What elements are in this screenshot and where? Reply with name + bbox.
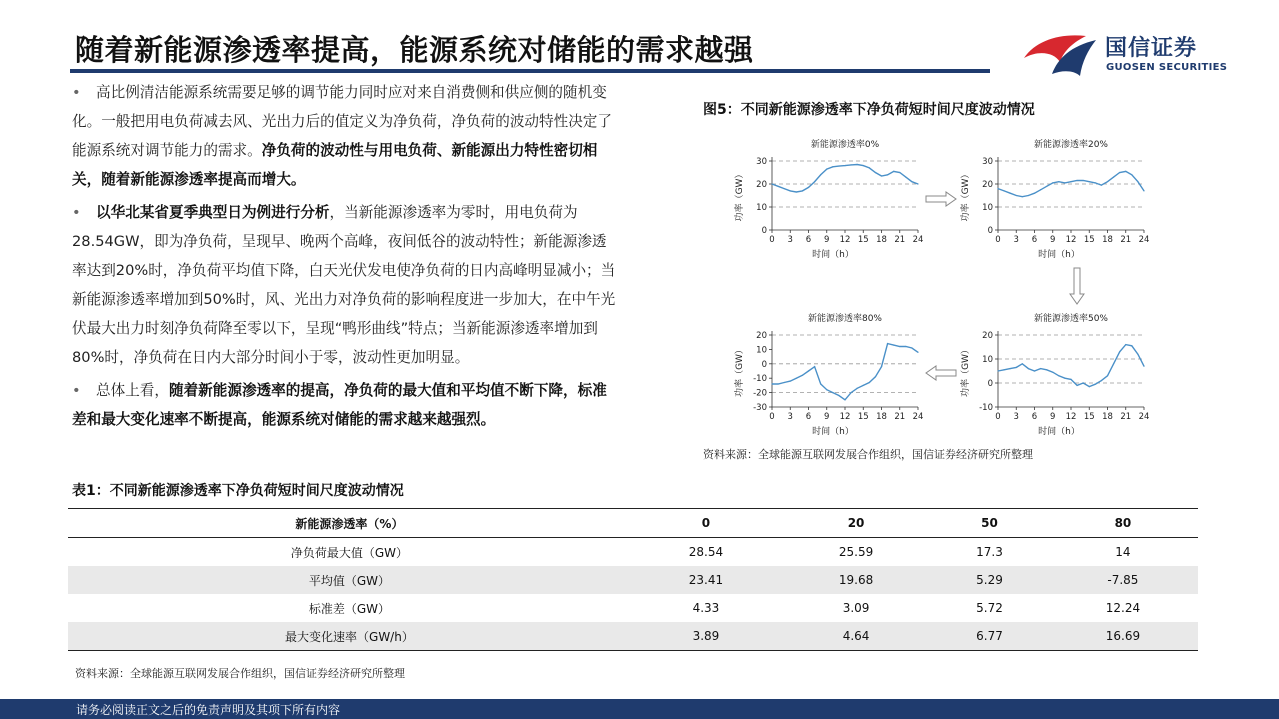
data-point [863,385,864,386]
data-point [844,399,845,400]
x-tick-label: 12 [839,412,851,422]
data-point [1028,195,1029,196]
chart-title: 新能源渗透率0% [810,140,880,150]
arrow-right-icon [926,192,956,206]
data-point [1064,182,1065,183]
y-tick-label: 10 [982,355,993,365]
x-tick-label: 24 [912,235,924,245]
table-cell: 标准差（GW） [308,601,391,616]
x-tick-label: 6 [1031,412,1038,422]
data-point [1040,189,1041,190]
table-cell: 19.68 [838,573,874,587]
data-point [1064,378,1065,379]
x-tick-label: 24 [912,412,924,422]
data-point [850,164,851,165]
x-tick-label: 0 [769,412,775,422]
chart-panel [959,312,1149,437]
x-tick-label: 9 [1050,235,1056,245]
data-point [1143,366,1144,367]
data-point [1107,181,1108,182]
x-tick-label: 3 [787,412,793,422]
data-point [899,172,900,173]
table-cell: 17.3 [976,545,1003,559]
table-cell: 5.72 [976,601,1003,615]
data-point [1076,180,1077,181]
data-point [863,165,864,166]
data-point [869,167,870,168]
data-point [826,168,827,169]
y-tick-label: 0 [987,226,993,236]
data-point [814,181,815,182]
y-axis-label: 功率（GW） [735,169,745,222]
x-tick-label: 6 [1031,235,1038,245]
x-axis-label: 时间（h） [812,427,854,437]
series-line [998,345,1144,387]
data-point [802,375,803,376]
x-tick-label: 3 [787,235,793,245]
data-point [790,190,791,191]
x-tick-label: 18 [876,412,887,422]
body-text [72,78,617,438]
bullet-dot: • [72,84,81,101]
data-point [1070,379,1071,380]
table-cell: 5.29 [976,573,1003,587]
data-point [1113,177,1114,178]
x-tick-label: 0 [995,235,1001,245]
x-tick-label: 18 [1102,235,1113,245]
table-cell: 3.89 [692,629,720,643]
bullet-paragraph [72,198,617,372]
bold-text: 净负荷的波动性与用电负荷、新能源出力特性密切相关，随着新能源渗透率提高而增大。 [72,142,598,188]
data-point [1034,370,1035,371]
table-source: 资料来源：全球能源互联网发展合作组织，国信证券经济研究所整理 [75,667,405,680]
data-point [1010,368,1011,369]
chart-panel [959,138,1149,260]
y-tick-label: 30 [756,157,767,167]
table-row [68,538,1198,567]
y-axis-label: 功率（GW） [735,345,745,397]
data-point [869,382,870,383]
data-point [1046,186,1047,187]
data-point [911,181,912,182]
y-tick-label: -20 [753,388,767,399]
bullet-dot: • [72,382,81,399]
data-point [1137,181,1138,182]
x-tick-label: 3 [1013,412,1019,422]
data-point [875,172,876,173]
table-cell: 14 [1115,545,1131,559]
y-tick-label: 20 [756,331,767,341]
data-point [784,188,785,189]
data-point [881,366,882,367]
table-header-cell: 80 [1114,516,1132,530]
table-cell: 净负荷最大值（GW） [290,545,409,560]
x-tick-label: 9 [824,412,830,422]
data-point [887,343,888,344]
y-tick-label: 20 [756,180,767,190]
data-point [1101,185,1102,186]
table-cell: 3.09 [842,601,870,615]
chart-panel [733,138,923,260]
bold-text: 以华北某省夏季典型日为例进行分析 [96,204,330,221]
table-cell: 平均值（GW） [308,573,391,588]
body-text-segment: ，当新能源渗透率为零时，用电负荷为28.54GW，即为净负荷，呈现早、晚两个高峰，夜间低谷的波动特性；新能源渗透率达到20%时，净负荷平均值下降，白天光伏发电使净负荷的日内高峰明显减小；当新能源渗透率增加到50%时，风、光出力对净负荷的影响程度进一步加大，在中午光伏最大出力时刻净负荷降至零以下，呈现“鸭形曲线”特点；当新能源渗透率增加到80%时，净负荷在日内大部分时间小于零，波动性更加明显。 [72,204,616,366]
data-point [911,347,912,348]
y-axis-label: 功率（GW） [961,169,971,222]
data-point [814,366,815,367]
chart-title: 新能源渗透率50% [1033,314,1109,324]
x-tick-label: 9 [1050,412,1056,422]
body-text-segment: 总体上看， [96,382,169,399]
bold-text: 随着新能源渗透率的提高，净负荷的最大值和平均值不断下降，标准差和最大变化速率不断提高，能源系统对储能的需求越来越强烈。 [72,382,607,428]
data-point [1089,386,1090,387]
arrow-left-icon [926,366,956,380]
data-point [1143,190,1144,191]
data-point [1022,196,1023,197]
table-header-cell: 0 [701,516,711,530]
data-point [1125,171,1126,172]
data-point [1076,385,1077,386]
body-text-segment: 高比例清洁能源系统需要足够的调节能力同时应对来自消费侧和供应侧的随机变化。一般把用电负荷减去风、光出力后的值定义为净负荷，净负荷的波动特性决定了能源系统对调节能力的需求。 [72,84,612,159]
data-point [1101,380,1102,381]
x-tick-label: 24 [1138,235,1150,245]
data-point [1095,182,1096,183]
x-tick-label: 6 [805,235,812,245]
data-point [1052,182,1053,183]
data-point [1034,193,1035,194]
x-tick-label: 18 [876,235,887,245]
series-line [772,344,918,400]
y-tick-label: 10 [756,203,767,213]
title-divider [70,69,990,73]
x-tick-label: 24 [1138,412,1150,422]
chart-panel [733,312,923,437]
data-point [887,174,888,175]
data-point [1113,363,1114,364]
data-point [1131,345,1132,346]
x-tick-label: 21 [1120,235,1132,245]
y-tick-label: 20 [982,331,993,341]
y-tick-label: 10 [756,345,767,356]
table-row [68,622,1198,651]
data-point [1022,363,1023,364]
y-tick-label: -30 [753,403,767,413]
table-cell: 最大变化速率（GW/h） [285,629,414,644]
data-point [1016,367,1017,368]
data-point [820,383,821,384]
x-tick-label: 15 [857,412,869,422]
data-point [1070,181,1071,182]
table-header-cell: 新能源渗透率（%） [295,516,404,531]
data-point [832,392,833,393]
footer-bar [0,699,1279,719]
table-cell: 6.77 [976,629,1003,643]
figure-charts [700,125,1160,445]
y-tick-label: 0 [761,359,767,370]
data-point [1010,193,1011,194]
data-point [796,378,797,379]
bullet-dot: • [72,204,81,221]
data-point [777,186,778,187]
x-tick-label: 0 [769,235,775,245]
data-point [838,395,839,396]
data-point [893,171,894,172]
data-point [838,165,839,166]
page-title: 随着新能源渗透率提高，能源系统对储能的需求越强 [75,33,754,67]
y-axis-label: 功率（GW） [961,345,971,397]
data-point [893,344,894,345]
data-point [844,165,845,166]
x-tick-label: 12 [839,235,851,245]
data-point [875,376,876,377]
data-point [1095,384,1096,385]
table-cell: 4.33 [692,601,720,615]
data-point [1016,195,1017,196]
data-point [1089,181,1090,182]
table-cell: 12.24 [1105,601,1141,615]
data-point [1058,181,1059,182]
data-point [1052,372,1053,373]
figure-source: 资料来源：全球能源互联网发展合作组织，国信证券经济研究所整理 [703,448,1033,461]
x-tick-label: 3 [1013,235,1019,245]
data-point [881,175,882,176]
data-point [796,191,797,192]
table-title: 表1：不同新能源渗透率下净负荷短时间尺度波动情况 [72,483,404,499]
data-point [905,346,906,347]
x-tick-label: 0 [995,412,1001,422]
x-tick-label: 15 [857,235,869,245]
x-tick-label: 12 [1065,235,1077,245]
y-tick-label: 0 [987,379,993,389]
x-axis-label: 时间（h） [1038,427,1080,437]
table-header-cell: 20 [847,516,865,530]
data-point [857,388,858,389]
y-tick-label: 0 [761,226,767,236]
data-point [997,370,998,371]
data-point [1131,174,1132,175]
logo-text-en: GUOSEN SECURITIES [1106,62,1228,73]
y-tick-label: -10 [979,403,993,413]
x-axis-label: 时间（h） [1038,250,1080,260]
data-point [802,190,803,191]
data-point [826,389,827,390]
table-cell: 4.64 [842,629,870,643]
data-point [1046,369,1047,370]
bullet-paragraph [72,78,617,194]
data-point [905,177,906,178]
data-point [857,164,858,165]
table-row [68,594,1198,622]
data-point [1107,375,1108,376]
data-point [917,183,918,184]
data-point [790,380,791,381]
data-point [1119,351,1120,352]
table-cell: 16.69 [1105,629,1141,643]
x-tick-label: 9 [824,235,830,245]
data-point [917,352,918,353]
data-point [1058,375,1059,376]
data-point [771,383,772,384]
table-cell: -7.85 [1107,573,1139,587]
x-tick-label: 21 [1120,412,1132,422]
x-axis-label: 时间（h） [812,250,854,260]
x-tick-label: 12 [1065,412,1077,422]
data-point [820,174,821,175]
data-point [1083,180,1084,181]
table-cell: 28.54 [688,545,724,559]
x-tick-label: 15 [1083,235,1095,245]
data-point [899,346,900,347]
data-point [1119,172,1120,173]
logo-text-cn: 国信证券 [1105,36,1198,61]
table-header-cell: 50 [981,516,998,530]
data-point [1137,354,1138,355]
data-point [777,383,778,384]
chart-title: 新能源渗透率80% [807,314,883,324]
data-point [1125,344,1126,345]
arrow-down-icon [1070,268,1084,304]
data-point [771,183,772,184]
table-row [68,566,1198,594]
y-tick-label: 20 [982,180,993,190]
bullet-paragraph [72,376,617,434]
data-point [784,382,785,383]
x-tick-label: 21 [894,235,906,245]
table-cell: 23.41 [688,573,724,587]
data-point [1040,368,1041,369]
y-tick-label: -10 [753,374,767,385]
data-point [1028,368,1029,369]
x-tick-label: 15 [1083,412,1095,422]
data-table [68,508,1198,651]
y-tick-label: 30 [982,157,993,167]
series-line [772,165,918,193]
figure-title: 图5：不同新能源渗透率下净负荷短时间尺度波动情况 [703,102,1035,118]
x-tick-label: 6 [805,412,812,422]
data-point [850,392,851,393]
data-point [997,188,998,189]
x-tick-label: 18 [1102,412,1113,422]
data-point [1003,190,1004,191]
data-point [808,370,809,371]
data-point [808,187,809,188]
x-tick-label: 21 [894,412,906,422]
table-header-row [68,509,1198,538]
data-point [1083,382,1084,383]
data-point [1003,369,1004,370]
chart-title: 新能源渗透率20% [1033,140,1109,150]
y-tick-label: 10 [982,203,993,213]
table-cell: 25.59 [838,545,874,559]
data-point [832,166,833,167]
footer-disclaimer: 请务必阅读正文之后的免责声明及其项下所有内容 [76,703,341,717]
